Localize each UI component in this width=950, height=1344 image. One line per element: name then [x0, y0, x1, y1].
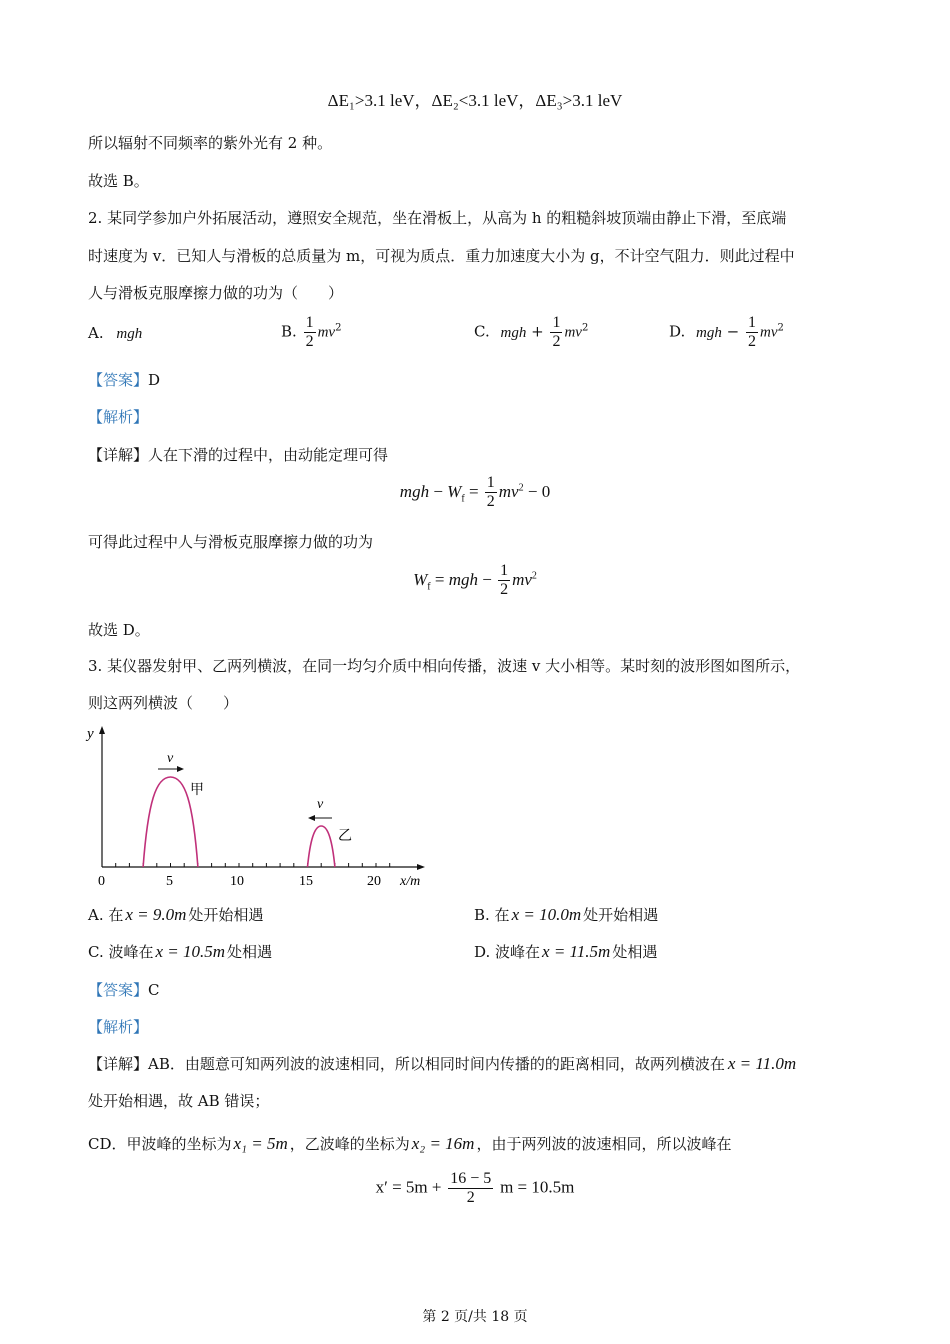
- q2-detail-text: 人在下滑的过程中，由动能定理可得: [148, 446, 389, 464]
- wave-figure: [80, 722, 440, 892]
- detail-tag: 【详解】: [88, 446, 149, 464]
- final-frac-num: 16 − 5: [450, 1170, 492, 1187]
- final-eq-right: m = 10.5m: [500, 1177, 575, 1197]
- velocity-label-jia: v: [167, 751, 174, 766]
- y-label: y: [87, 726, 94, 742]
- x-axis-arrow: [417, 864, 425, 870]
- q2-equation-2: $W_f$ = mgh − $\frac{1}{2}$ $mv^2$: [413, 562, 537, 598]
- q3-cd: CD．甲波峰的坐标为 x₁ = 5m ，乙波峰的坐标为 x₂ = 16m ，由于两列波的波速相同，所以波峰在: [88, 1134, 732, 1153]
- y-axis-arrow: [99, 726, 105, 734]
- tick-15: 15: [299, 874, 313, 889]
- q3-detail-text: AB．由题意可知两列波的波速相同，所以相同时间内传播的的距离相同，故两列横波在: [148, 1055, 725, 1073]
- q3-detail: [88, 1053, 796, 1074]
- q2-option-a-label: A.: [88, 324, 104, 342]
- q2-answer: [88, 369, 160, 390]
- wave-jia-label: 甲: [190, 782, 204, 798]
- q3-option-c: C. 波峰在 x = 10.5m 处相遇: [88, 942, 273, 961]
- velocity-label-yi: v: [317, 797, 324, 812]
- top-equation-text: ΔE₁>3.1 leV，ΔE₂<3.1 leV，ΔE₃>3.1 leV: [327, 91, 623, 110]
- q2-option-d: D. mgh − $\frac{1}{2}$ $mv^2$: [669, 314, 784, 350]
- final-eq-left: x′ = 5m +: [375, 1177, 442, 1197]
- q2-option-b-label: B.: [281, 322, 297, 341]
- answer-tag: 【答案】: [88, 371, 149, 389]
- q3-option-c-value: x = 10.5m: [155, 942, 226, 961]
- q3-line2: 则这两列横波（ ）: [88, 694, 239, 712]
- q2-option-c: C. mgh + $\frac{1}{2}$ $mv^2$: [474, 314, 589, 350]
- q3-cd-x2: x₂ = 16m: [411, 1134, 475, 1153]
- q2-line1: 2. 某同学参加户外拓展活动，遵照安全规范，坐在滑板上，从高为 h 的粗糙斜坡顶端由静止下滑，至底端: [88, 209, 787, 227]
- q3-answer: [88, 979, 160, 1000]
- tick-20: 20: [367, 874, 381, 889]
- q3-cd-x1: x₁ = 5m: [233, 1134, 288, 1153]
- q2-detail: [88, 444, 388, 465]
- q3-line1: 3. 某仪器发射甲、乙两列横波，在同一均匀介质中相向传播，波速 v 大小相等。某时刻的波形图如图所示，: [88, 657, 801, 675]
- tick-5: 5: [166, 874, 173, 889]
- q3-option-d: D. 波峰在 x = 11.5m 处相遇: [474, 942, 658, 961]
- choose-b: 故选 B。: [88, 172, 149, 190]
- q2-option-d-label: D.: [669, 322, 686, 341]
- detail-tag: 【详解】: [88, 1055, 149, 1073]
- tick-10: 10: [230, 874, 244, 889]
- q2-equation-1: mgh − $W_f$ = $\frac{1}{2}$ $mv^2 - 0$: [399, 474, 551, 510]
- q3-detail-line2: 处开始相遇，故 AB 错误；: [88, 1092, 270, 1110]
- q2-option-a: A. mgh: [88, 324, 143, 342]
- wave-yi: [308, 826, 335, 867]
- page-footer: 第 2 页/共 18 页: [422, 1309, 528, 1325]
- wave-yi-label: 乙: [338, 828, 352, 844]
- q2-mid-text: 可得此过程中人与滑板克服摩擦力做的功为: [88, 533, 374, 551]
- q2-choose: 故选 D。: [88, 621, 150, 639]
- q2-line3: 人与滑板克服摩擦力做的功为（ ）: [88, 284, 344, 302]
- q2-option-b: B. $\frac{1}{2}$ $mv^2$: [281, 314, 342, 350]
- q2-answer-value: D: [148, 371, 161, 389]
- tick-0: 0: [98, 874, 105, 889]
- q3-option-b-value: x = 10.0m: [511, 905, 582, 924]
- q3-option-a-value: x = 9.0m: [125, 905, 187, 924]
- q3-option-a: A. 在 x = 9.0m 处开始相遇: [88, 905, 264, 924]
- final-frac-den: 2: [466, 1189, 475, 1206]
- q3-option-d-value: x = 11.5m: [542, 942, 611, 961]
- uv-conclusion: 所以辐射不同频率的紫外光有 2 种。: [88, 134, 333, 152]
- q3-answer-value: C: [148, 981, 160, 999]
- q2-analysis-tag: 【解析】: [88, 408, 149, 426]
- q3-detail-value: x = 11.0m: [727, 1054, 797, 1073]
- top-equation: [0, 86, 950, 111]
- answer-tag: 【答案】: [88, 981, 149, 999]
- x-ticks: [116, 863, 390, 867]
- q3-analysis-tag: 【解析】: [88, 1018, 149, 1036]
- q2-line2: 时速度为 v．已知人与滑板的总质量为 m，可视为质点．重力加速度大小为 g，不计空气阻力．则此过程中: [88, 247, 795, 265]
- x-label: x/m: [400, 874, 421, 889]
- q2-option-c-label: C.: [474, 322, 490, 341]
- q3-final-equation: [0, 1170, 950, 1207]
- q3-option-b: B. 在 x = 10.0m 处开始相遇: [474, 905, 659, 924]
